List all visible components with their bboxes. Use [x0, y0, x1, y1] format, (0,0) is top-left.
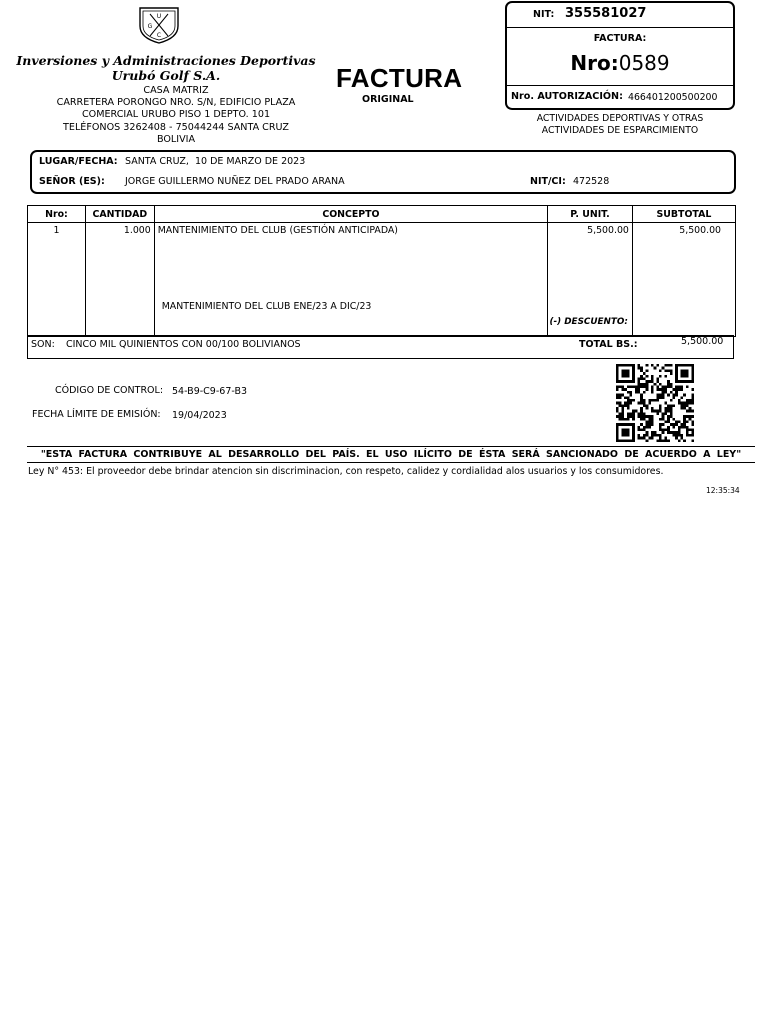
customer-info-box [30, 150, 736, 194]
club-logo-icon [136, 6, 182, 44]
row-concepto-cell [154, 223, 547, 337]
factura-row [507, 27, 733, 86]
activity-line: ACTIVIDADES DEPORTIVAS Y OTRAS [536, 113, 704, 124]
codigo-control-value: 54-B9-C9-67-B3 [172, 386, 248, 397]
activity-line: ACTIVIDADES DE ESPARCIMIENTO [541, 125, 699, 136]
svg-text:U: U [156, 13, 162, 20]
factura-label: FACTURA: [593, 33, 647, 44]
table-header-row [28, 206, 736, 223]
son-label: SON: [31, 339, 55, 350]
header-subtotal: SUBTOTAL [632, 206, 735, 223]
company-name-line1: Inversiones y Administraciones Deportivas [16, 53, 316, 68]
company-name-line2: Urubó Golf S.A. [111, 68, 221, 83]
lugar-fecha-value: SANTA CRUZ, 10 DE MARZO DE 2023 [125, 156, 306, 167]
address-line: COMERCIAL URUBO PISO 1 DEPTO. 101 [81, 109, 271, 121]
header-nro: Nro: [28, 206, 86, 223]
nit-row [507, 3, 733, 28]
address-line: BOLIVIA [156, 133, 196, 145]
row-concepto: MANTENIMIENTO DEL CLUB (GESTIÓN ANTICIPADA) [157, 225, 398, 236]
legal-legend: "ESTA FACTURA CONTRIBUYE AL DESARROLLO DEL PAÍS. EL USO ILÍCITO DE ÉSTA SERÁ SANCIONADO DE ACUERDO A LEY" [27, 446, 755, 463]
senor-value: JORGE GUILLERMO NUÑEZ DEL PRADO ARANA [125, 176, 345, 187]
autorizacion-label: Nro. AUTORIZACIÓN: [511, 91, 623, 102]
items-table [27, 205, 736, 337]
nit-label: NIT: [533, 9, 555, 20]
senor-label: SEÑOR (ES): [39, 176, 105, 187]
nit-value: 355581027 [565, 6, 647, 21]
total-row [27, 335, 734, 359]
activity-description [505, 113, 735, 137]
print-time: 12:35:34 [706, 486, 740, 495]
header-cantidad: CANTIDAD [85, 206, 154, 223]
row-p-unit-cell [548, 223, 633, 337]
fecha-limite-value: 19/04/2023 [172, 410, 227, 421]
autorizacion-value: 466401200500200 [628, 92, 718, 103]
table-row [28, 223, 736, 337]
row-detalle: MANTENIMIENTO DEL CLUB ENE/23 A DIC/23 [161, 301, 372, 312]
row-cantidad: 1.000 [85, 223, 154, 337]
svg-text:G: G [147, 23, 153, 30]
nitci-value: 472528 [573, 176, 610, 187]
fecha-limite-label: FECHA LÍMITE DE EMISIÓN: [32, 409, 161, 420]
row-subtotal: 5,500.00 [632, 223, 735, 337]
invoice-number-box [505, 1, 735, 110]
document-copy-label: ORIGINAL [362, 94, 414, 105]
nro-label: Nro: [570, 51, 619, 75]
header-concepto: CONCEPTO [154, 206, 547, 223]
document-title: FACTURA [336, 63, 463, 93]
invoice-number [507, 51, 733, 75]
company-name [14, 53, 318, 83]
nro-value: 0589 [618, 51, 670, 75]
address-line: CASA MATRIZ [143, 85, 209, 96]
son-value: CINCO MIL QUINIENTOS CON 00/100 BOLIVIANOS [66, 339, 301, 350]
ley-453-notice: Ley N° 453: El proveedor debe brindar atencion sin discriminacion, con respeto, calidez y cordialidad alos usuarios y los consumidores. [28, 466, 664, 477]
nitci-label: NIT/CI: [530, 176, 566, 187]
company-address [14, 85, 338, 146]
qr-code-icon [613, 364, 697, 442]
address-line: CARRETERA PORONGO NRO. S/N, EDIFICIO PLAZA [56, 97, 296, 109]
row-nro: 1 [28, 223, 86, 337]
descuento-label: (-) DESCUENTO: [549, 317, 628, 327]
svg-text:C: C [156, 32, 162, 39]
codigo-control-label: CÓDIGO DE CONTROL: [55, 385, 164, 396]
row-p-unit: 5,500.00 [587, 225, 629, 236]
total-label: TOTAL BS.: [579, 339, 638, 350]
address-line: TELÉFONOS 3262408 - 75044244 SANTA CRUZ [63, 121, 289, 133]
lugar-fecha-label: LUGAR/FECHA: [39, 156, 118, 167]
total-value: 5,500.00 [681, 336, 724, 347]
header-p-unit: P. UNIT. [548, 206, 633, 223]
